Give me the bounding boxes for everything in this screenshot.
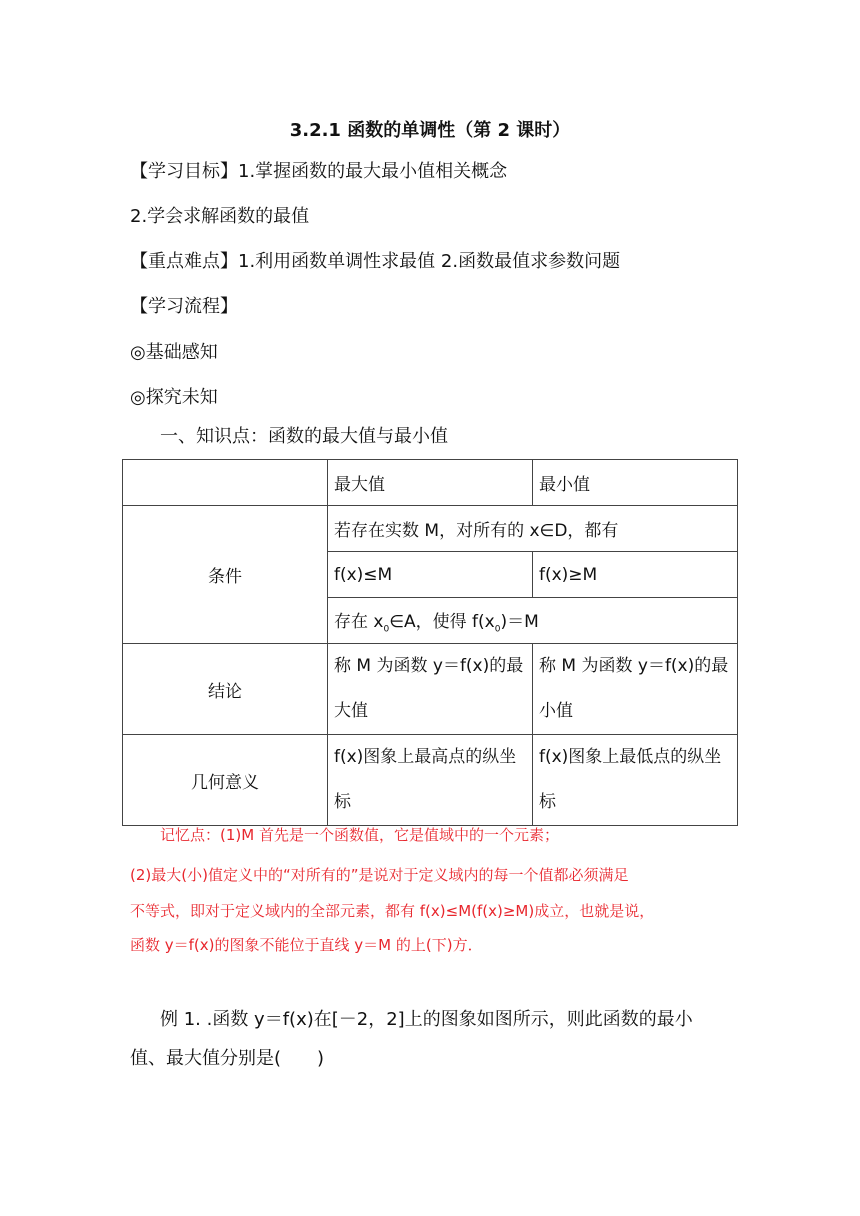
table-header-max: 最大值 [328,460,533,506]
conclusion-max: 称 M 为函数 y＝f(x)的最大值 [328,644,533,735]
note-2: (2)最大(小)值定义中的“对所有的”是说对于定义域内的每一个值都必须满足 [130,866,629,884]
learning-goal: 【学习目标】1.掌握函数的最大最小值相关概念 [130,161,508,182]
row-label-geometry: 几何意义 [123,735,328,826]
table-header-min: 最小值 [533,460,738,506]
text-span: 存在 x [334,611,384,632]
subscript: 0 [494,624,501,635]
condition-common: 若存在实数 M，对所有的 x∈D，都有 [328,506,738,552]
geometry-min: f(x)图象上最低点的纵坐标 [533,735,738,826]
table-row [123,506,738,552]
subscript: 0 [383,624,390,635]
key-points: 【重点难点】1.利用函数单调性求最值 2.函数最值求参数问题 [130,251,621,272]
geometry-max: f(x)图象上最高点的纵坐标 [328,735,533,826]
knowledge-heading: 一、知识点：函数的最大值与最小值 [160,426,448,447]
text-span: )＝M [500,611,539,632]
page-title: 3.2.1 函数的单调性（第 2 课时） [289,120,571,141]
condition-min: f(x)≥M [533,552,738,598]
note-1: 记忆点：(1)M 首先是一个函数值，它是值域中的一个元素； [160,826,559,844]
table-row [123,460,738,506]
explore-section: ◎探究未知 [130,387,218,408]
learning-flow: 【学习流程】 [130,296,238,317]
basic-section: ◎基础感知 [130,342,218,363]
row-label-condition: 条件 [123,506,328,644]
table-cell [123,460,328,506]
condition-exist [328,598,738,644]
example-1-line-2: 值、最大值分别是( ) [130,1048,325,1069]
row-label-conclusion: 结论 [123,644,328,735]
table-row [123,644,738,735]
conclusion-min: 称 M 为函数 y＝f(x)的最小值 [533,644,738,735]
learning-goal-2: 2.学会求解函数的最值 [130,206,310,227]
example-1-line-1: 例 1. .函数 y＝f(x)在[－2，2]上的图象如图所示，则此函数的最小 [160,1009,693,1030]
text-span: ∈A，使得 f(x [389,611,495,632]
note-3: 不等式，即对于定义域内的全部元素，都有 f(x)≤M(f(x)≥M)成立，也就是说， [130,902,655,920]
note-4: 函数 y＝f(x)的图象不能位于直线 y＝M 的上(下)方． [130,936,483,954]
table-row [123,735,738,826]
condition-max: f(x)≤M [328,552,533,598]
max-min-table [122,459,738,826]
